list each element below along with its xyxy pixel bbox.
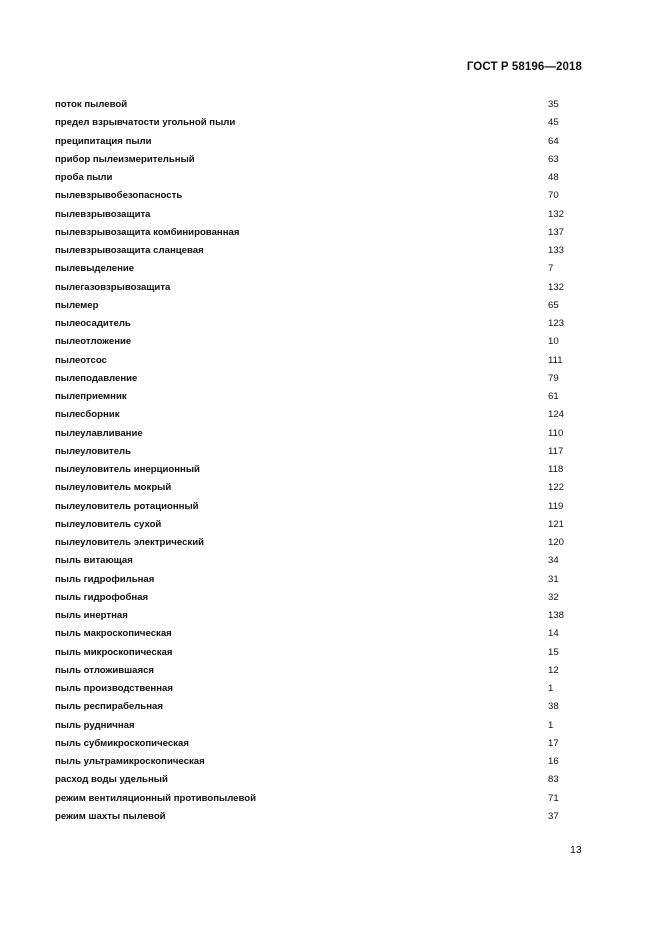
index-term: пылеуловитель ротационный	[55, 500, 199, 512]
index-entry	[55, 425, 575, 443]
index-term: преципитация пыли	[55, 135, 152, 147]
index-entry	[55, 242, 575, 260]
index-term: пылеосадитель	[55, 318, 131, 329]
index-entry	[55, 808, 575, 826]
index-entry	[55, 333, 575, 351]
index-page-ref: 64	[548, 135, 559, 147]
index-entry	[55, 717, 575, 735]
alphabetical-index	[55, 96, 575, 826]
index-entry	[55, 151, 575, 169]
index-entry	[55, 187, 575, 205]
index-entry	[55, 790, 575, 808]
index-term: пыль микроскопическая	[55, 646, 173, 658]
index-page-ref: 121	[548, 518, 565, 530]
index-page-ref: 10	[548, 336, 559, 348]
index-page-ref: 37	[548, 810, 559, 822]
index-term: пылеуловитель инерционный	[55, 464, 200, 475]
index-entry	[55, 461, 575, 479]
index-page-ref: 123	[548, 318, 565, 329]
index-term: пыль инертная	[55, 610, 128, 621]
index-entry	[55, 297, 575, 315]
index-term: предел взрывчатости угольной пыли	[55, 117, 236, 129]
index-page-ref: 63	[548, 153, 559, 165]
index-entry	[55, 260, 575, 278]
index-term: пылевзрывозащита	[55, 208, 151, 220]
index-term: пылевзрывозащита комбинированная	[55, 226, 240, 238]
index-term: пылегазовзрывозащита	[55, 281, 171, 293]
index-term: пылеотсос	[55, 354, 107, 366]
index-page-ref: 48	[548, 172, 559, 183]
index-page-ref: 14	[548, 628, 559, 640]
index-entry	[55, 534, 575, 552]
index-entry	[55, 206, 575, 224]
index-term: пылевзрывобезопасность	[55, 190, 183, 202]
index-page-ref: 70	[548, 190, 559, 202]
index-term: пылеприемник	[55, 391, 127, 402]
index-entry	[55, 698, 575, 716]
index-term: пылеуловитель электрический	[55, 537, 205, 548]
index-entry	[55, 443, 575, 461]
index-page-ref: 132	[548, 208, 565, 220]
document-header: ГОСТ Р 58196—2018	[466, 61, 582, 73]
index-term: расход воды удельный	[55, 774, 168, 786]
index-entry	[55, 771, 575, 789]
index-term: пылевыделение	[55, 263, 135, 275]
index-page-ref: 65	[548, 299, 559, 311]
index-term: пылеподавление	[55, 372, 138, 384]
index-entry	[55, 607, 575, 625]
index-entry	[55, 479, 575, 497]
index-page-ref: 83	[548, 774, 559, 786]
index-page-ref: 132	[548, 281, 565, 293]
index-term: пыль гидрофобная	[55, 591, 149, 603]
index-term: пылеуловитель сухой	[55, 518, 162, 530]
index-page-ref: 17	[548, 737, 559, 749]
index-page-ref: 61	[548, 391, 559, 402]
index-entry	[55, 552, 575, 570]
index-entry	[55, 169, 575, 187]
index-term: пыль ультрамикроскопическая	[55, 756, 205, 767]
index-page-ref: 12	[548, 664, 559, 676]
index-entry	[55, 644, 575, 662]
index-page-ref: 117	[548, 445, 564, 457]
index-entry	[55, 753, 575, 771]
index-page-ref: 34	[548, 555, 559, 567]
index-term: пыль производственная	[55, 683, 173, 694]
index-page-ref: 119	[548, 500, 564, 512]
index-page-ref: 35	[548, 99, 559, 110]
index-entry	[55, 133, 575, 151]
index-page-ref: 137	[548, 226, 565, 238]
index-entry	[55, 735, 575, 753]
index-page-ref: 124	[548, 409, 565, 421]
index-term: проба пыли	[55, 172, 113, 183]
index-page-ref: 110	[548, 427, 564, 439]
index-entry	[55, 516, 575, 534]
index-term: пылеотложение	[55, 336, 132, 348]
index-term: прибор пылеизмерительный	[55, 153, 195, 165]
index-page-ref: 133	[548, 245, 565, 256]
index-page-ref: 138	[548, 610, 565, 621]
index-term: пыль отложившаяся	[55, 664, 155, 676]
index-page-ref: 31	[548, 573, 559, 585]
index-entry	[55, 224, 575, 242]
index-page-ref: 45	[548, 117, 559, 129]
index-page-ref: 79	[548, 372, 559, 384]
index-term: пыль субмикроскопическая	[55, 737, 189, 749]
index-entry	[55, 370, 575, 388]
index-term: режим шахты пылевой	[55, 810, 166, 822]
index-entry	[55, 571, 575, 589]
index-term: пыль витающая	[55, 555, 133, 567]
index-entry	[55, 279, 575, 297]
index-term: пылеуловитель	[55, 445, 132, 457]
index-page-ref: 111	[548, 354, 563, 366]
index-page-ref: 120	[548, 537, 565, 548]
index-page-ref: 118	[548, 464, 564, 475]
index-entry	[55, 96, 575, 114]
index-page-ref: 32	[548, 591, 559, 603]
index-page-ref: 122	[548, 482, 565, 494]
index-entry	[55, 625, 575, 643]
index-entry	[55, 662, 575, 680]
index-entry	[55, 589, 575, 607]
index-term: пыль респирабельная	[55, 701, 163, 713]
index-term: пылемер	[55, 299, 99, 311]
index-term: поток пылевой	[55, 99, 128, 110]
index-page-ref: 16	[548, 756, 559, 767]
index-page-ref: 71	[548, 792, 559, 804]
index-term: пылеулавливание	[55, 427, 143, 439]
index-term: пылевзрывозащита сланцевая	[55, 245, 204, 256]
index-term: пылесборник	[55, 409, 120, 421]
index-entry	[55, 114, 575, 132]
index-term: пыль гидрофильная	[55, 573, 155, 585]
index-entry	[55, 680, 575, 698]
index-page-ref: 7	[548, 263, 554, 275]
index-page-ref: 1	[548, 683, 554, 694]
index-term: пылеуловитель мокрый	[55, 482, 172, 494]
index-term: пыль рудничная	[55, 719, 135, 731]
index-entry	[55, 388, 575, 406]
page-number: 13	[570, 844, 582, 856]
index-term: режим вентиляционный противопылевой	[55, 792, 257, 804]
index-page-ref: 15	[548, 646, 559, 658]
index-page-ref: 38	[548, 701, 559, 713]
index-page-ref: 1	[548, 719, 554, 731]
index-entry	[55, 315, 575, 333]
index-entry	[55, 498, 575, 516]
index-entry	[55, 352, 575, 370]
index-term: пыль макроскопическая	[55, 628, 172, 640]
index-entry	[55, 406, 575, 424]
